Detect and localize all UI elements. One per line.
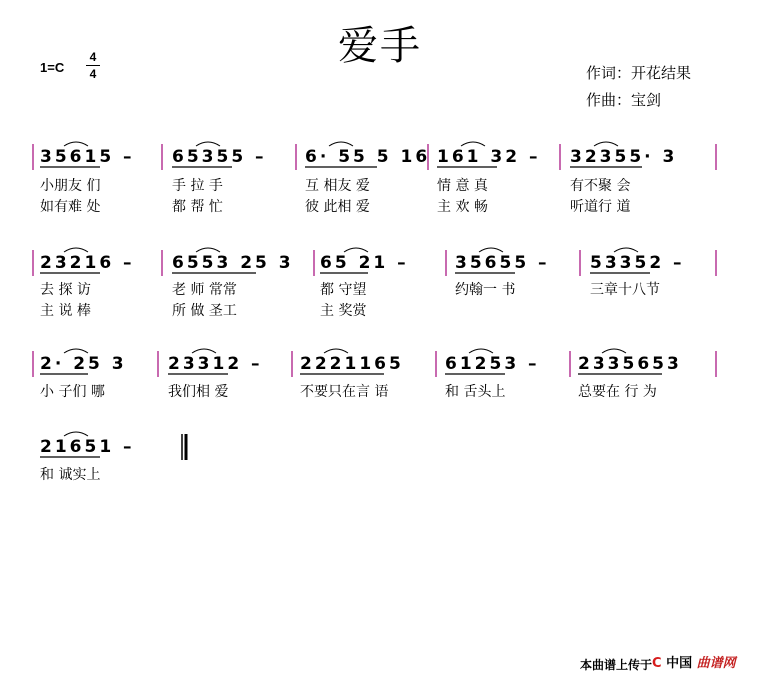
measure-notes: 65355 –	[172, 147, 267, 167]
lyric-line-1: 我们相 爱	[168, 384, 229, 400]
slur-arc	[64, 432, 88, 436]
measure-notes: 53352 –	[590, 253, 685, 273]
key-signature: 1=C	[40, 60, 65, 75]
slur-arc	[192, 349, 216, 353]
lyric-line-2: 主 欢 畅	[437, 199, 488, 215]
slur-arc	[614, 248, 638, 252]
slur-arc	[196, 142, 220, 146]
measure-notes: 21651 –	[40, 437, 135, 457]
slur-arc	[196, 248, 220, 252]
site-logo[interactable]	[652, 652, 736, 671]
slur-arc	[329, 142, 353, 146]
lyric-line-1: 和 舌头上	[445, 384, 506, 400]
lyric-line-2: 听道行 道	[570, 199, 631, 215]
measure-notes: 161 32 –	[437, 147, 541, 167]
lyric-line-1: 都 守望	[320, 282, 367, 298]
measure-notes: 23216 –	[40, 253, 135, 273]
slur-arc	[469, 349, 493, 353]
lyric-line-2: 主 奖赏	[320, 303, 367, 319]
slur-arc	[602, 349, 626, 353]
measure-notes: 35655 –	[455, 253, 550, 273]
lyric-line-1: 不要只在言 语	[300, 384, 389, 400]
lyric-line-1: 手 拉 手	[172, 178, 223, 194]
lyric-line-1: 小朋友 们	[40, 178, 101, 194]
composer-credit: 作曲：宝剑	[586, 91, 662, 109]
upload-note: 本曲谱上传于	[579, 658, 652, 672]
lyric-line-2: 如有难 处	[40, 199, 101, 215]
slur-arc	[324, 349, 348, 353]
lyric-line-1: 和 诚实上	[40, 467, 101, 483]
measure-notes: 61253 –	[445, 354, 540, 374]
lyric-line-2: 主 说 棒	[40, 303, 91, 319]
measure-notes: 65 21 –	[320, 253, 409, 273]
meter-top: 4	[89, 50, 97, 64]
measure-notes: 32355· 3	[570, 147, 678, 167]
slur-arc	[479, 248, 503, 252]
lyric-line-1: 情 意 真	[437, 178, 488, 194]
measure-notes: 2221165	[300, 354, 404, 374]
measure-notes: 2· 25 3	[40, 354, 127, 374]
logo-text-cn: 中国	[666, 656, 693, 671]
slur-arc	[344, 248, 368, 252]
measure-notes: 2335653	[578, 354, 682, 374]
lyric-line-2: 都 帮 忙	[172, 199, 223, 215]
measure-notes: 35615 –	[40, 147, 135, 167]
lyric-line-1: 有不聚 会	[570, 178, 631, 194]
logo-text-net: 曲谱网	[696, 656, 736, 671]
lyric-line-2: 彼 此相 爱	[305, 199, 370, 215]
lyric-line-1: 总要在 行 为	[578, 384, 657, 400]
lyricist-credit: 作词：开花结果	[586, 64, 692, 82]
lyric-line-1: 老 师 常常	[172, 282, 237, 298]
measure-notes: 6· 55 5 16	[305, 147, 431, 167]
lyric-line-1: 约翰一 书	[455, 282, 516, 298]
page-title: 爱手	[338, 23, 422, 69]
lyric-line-2: 所 做 圣工	[172, 303, 237, 319]
lyric-line-1: 互 相友 爱	[305, 178, 370, 194]
lyric-line-1: 去 探 访	[40, 282, 91, 298]
slur-arc	[594, 142, 618, 146]
slur-arc	[461, 142, 485, 146]
slur-arc	[64, 248, 88, 252]
measure-notes: 23312 –	[168, 354, 263, 374]
meter-bottom: 4	[89, 67, 97, 81]
slur-arc	[64, 142, 88, 146]
lyric-line-1: 三章十八节	[590, 282, 660, 298]
slur-arc	[64, 349, 88, 353]
logo-mark-icon: C	[652, 656, 662, 671]
measure-notes: 6553 25 3	[172, 253, 294, 273]
lyric-line-1: 小 子们 哪	[40, 384, 105, 400]
